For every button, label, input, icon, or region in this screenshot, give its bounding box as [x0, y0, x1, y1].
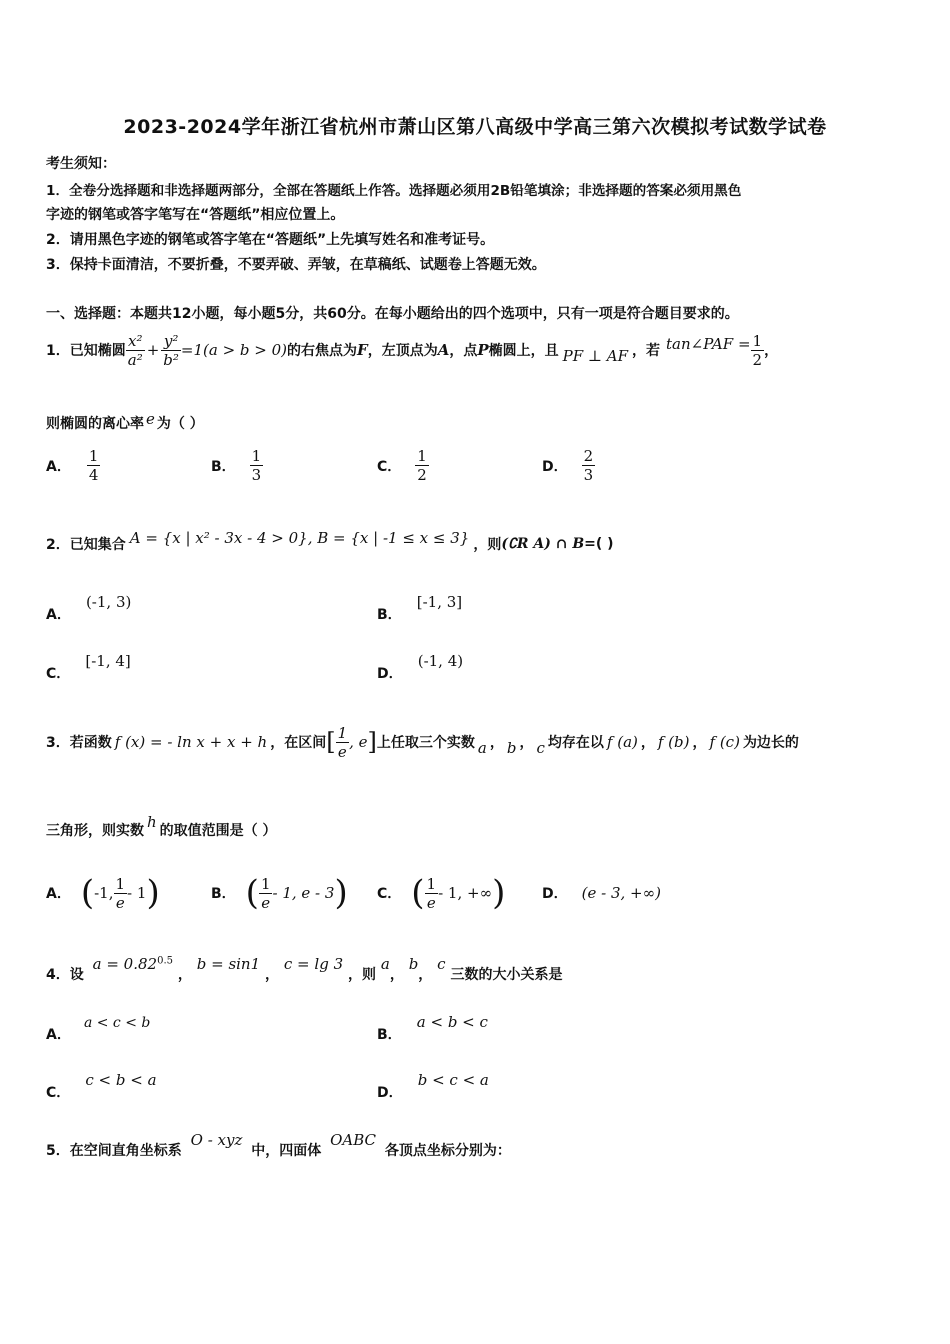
q1-option-b[interactable]: B． $\frac{1}{3}$	[211, 447, 262, 484]
q5-coordinate-system: O - xyz	[190, 1131, 243, 1149]
q4-option-b[interactable]: B． a < b < c	[377, 1013, 488, 1043]
q2-sets: A = {x | x² - 3x - 4 > 0}, B = {x | -1 ≤ x ≤ 3}	[129, 529, 470, 547]
q1-option-d[interactable]: D． $\frac{2}{3}$	[542, 447, 594, 484]
question-2	[46, 529, 614, 554]
q1-frac-y: $\frac{\text{y²}}{\text{b²}}$	[163, 331, 179, 369]
q1-line-2-tail: 为（ ）	[156, 416, 204, 432]
q3-interval-fraction: $\frac{1}{e}$	[337, 723, 348, 761]
q5-tail: 各顶点坐标分别为：	[384, 1143, 511, 1159]
q1-tan-fraction: $\frac{1}{2}$	[752, 331, 763, 369]
q1-option-a[interactable]: A． $\frac{1}{4}$	[46, 447, 99, 484]
q1-text-5: ，若	[632, 343, 661, 359]
q5-text: 中，四面体	[251, 1143, 322, 1159]
q1-point-A: A	[437, 341, 450, 359]
q4-prefix: 4．设	[46, 967, 84, 983]
notice-item-1-line-2: 字迹的钢笔或答字笔写在“答题纸”相应位置上。	[46, 207, 345, 223]
q1-text-3: ，点	[449, 343, 478, 359]
q3-interval-left-bracket: [	[326, 728, 336, 756]
q3-var-h: h	[147, 813, 157, 831]
q4-b-def: b = sin1	[196, 955, 261, 973]
q1-text-end: ，	[764, 343, 779, 359]
notice-item-3: 3．保持卡面清洁，不要折叠，不要弄破、弄皱，在草稿纸、试题卷上答题无效。	[46, 257, 546, 273]
q3-text-2: 上任取三个实数	[376, 735, 475, 751]
q1-plus: +	[146, 341, 160, 359]
q4-var-c: c	[437, 955, 446, 973]
q3-text-1: ，在区间	[270, 735, 327, 751]
q3-interval-upper: , e	[349, 733, 368, 751]
question-3: 3．若函数 f (x) = - ln x + x + h ，在区间 [ $\frac{1}{e}$ , e ] 上任取三个实数 a ， b ， c 均存在以 f (a) ， f (b) ， f (c) 为边长的	[46, 723, 799, 761]
q4-option-a[interactable]: A． a < c < b	[46, 1015, 151, 1043]
q1-prefix: 1．已知椭圆	[46, 343, 126, 359]
q3-interval-right-bracket: ]	[367, 728, 377, 756]
q2-prefix: 2．已知集合	[46, 537, 126, 553]
q3-fc: f (c)	[709, 733, 740, 751]
q4-var-a: a	[380, 955, 390, 973]
q3-var-c: c	[536, 739, 545, 757]
notice-item-1-line-1: 1．全卷分选择题和非选择题两部分，全部在答题纸上作答。选择题必须用2B铅笔填涂；非选择题的答案必须用黑色	[46, 183, 742, 199]
q2-expression: (∁R A) ∩ B	[501, 536, 585, 552]
notice-item-2: 2．请用黑色字迹的钢笔或答字笔在“答题纸”上先填写姓名和准考证号。	[46, 232, 495, 248]
q1-eccentricity: e	[146, 410, 155, 428]
q3-option-a[interactable]: A． ( -1, $\frac{1}{e}$ - 1 )	[46, 873, 160, 913]
q4-option-c[interactable]: C． c < b < a	[46, 1071, 157, 1101]
q3-line-2-text: 三角形，则实数	[46, 823, 144, 839]
q1-text-1: 的右焦点为	[287, 343, 358, 359]
q3-text-3: 均存在以	[547, 735, 604, 751]
question-5	[46, 1130, 511, 1159]
question-4: 4．设 $a = 0.82^{0.5}$ ， b = sin1 ， c = lg 3 ，则 a， b， c 三数的大小关系是	[46, 955, 563, 983]
q2-text: ，则	[473, 537, 502, 553]
q3-fa: f (a)	[606, 733, 638, 751]
q5-tetrahedron: OABC	[330, 1131, 377, 1149]
q3-option-b[interactable]: B． ( $\frac{1}{e}$ - 1, e - 3 )	[211, 873, 348, 913]
q1-tan-condition: tan∠PAF =	[666, 335, 751, 353]
q2-option-c[interactable]: C． [-1, 4]	[46, 652, 131, 682]
q4-a-exponent: 0.5	[157, 955, 173, 967]
q3-option-d[interactable]: D． (e - 3, +∞)	[542, 884, 661, 902]
q3-option-c[interactable]: C． ( $\frac{1}{e}$ - 1, +∞ )	[377, 873, 506, 913]
q1-ellipse-condition: =1(a > b > 0)	[180, 341, 288, 359]
q3-line-2	[46, 812, 277, 839]
q2-tail: =( )	[584, 536, 614, 552]
notice-heading: 考生须知：	[46, 156, 116, 172]
q2-option-d[interactable]: D． (-1, 4)	[377, 652, 464, 682]
q1-perpendicular: PF ⊥ AF	[562, 347, 629, 365]
section-heading: 一、选择题：本题共12小题，每小题5分，共60分。在每小题给出的四个选项中，只有一项是符合题目要求的。	[46, 306, 739, 322]
question-1	[46, 326, 778, 374]
q4-a-def: a = 0.82	[92, 955, 158, 973]
q4-var-b: b	[408, 955, 419, 973]
q3-function: f (x) = - ln x + x + h	[114, 733, 268, 751]
q1-point-F: F	[357, 341, 368, 359]
q1-line-2-text: 则椭圆的离心率	[46, 416, 144, 432]
q3-var-b: b	[506, 739, 517, 757]
q2-option-b[interactable]: B． [-1, 3]	[377, 593, 463, 623]
q1-text-2: ，左顶点为	[367, 343, 438, 359]
q1-text-4: 椭圆上，且	[488, 343, 559, 359]
q3-line-2-tail: 的取值范围是（ ）	[159, 823, 277, 839]
q5-prefix: 5．在空间直角坐标系	[46, 1143, 182, 1159]
q4-option-d[interactable]: D． b < c < a	[377, 1071, 489, 1101]
q4-text: ，则	[347, 967, 376, 983]
q1-frac-x: $\frac{\text{x²}}{\text{a²}}$	[127, 331, 143, 369]
q4-tail: 三数的大小关系是	[450, 967, 563, 983]
q4-c-def: c = lg 3	[283, 955, 344, 973]
q1-option-c[interactable]: C． $\frac{1}{2}$	[377, 447, 427, 484]
q3-var-a: a	[477, 739, 487, 757]
q3-text-4: 为边长的	[742, 735, 799, 751]
page-title: 2023-2024学年浙江省杭州市萧山区第八高级中学高三第六次模拟考试数学试卷	[123, 116, 827, 138]
q1-point-P: P	[477, 341, 489, 359]
q3-fb: f (b)	[657, 733, 690, 751]
q3-prefix: 3．若函数	[46, 735, 112, 751]
q1-line-2	[46, 410, 204, 433]
q2-option-a[interactable]: A． (-1, 3)	[46, 593, 132, 623]
